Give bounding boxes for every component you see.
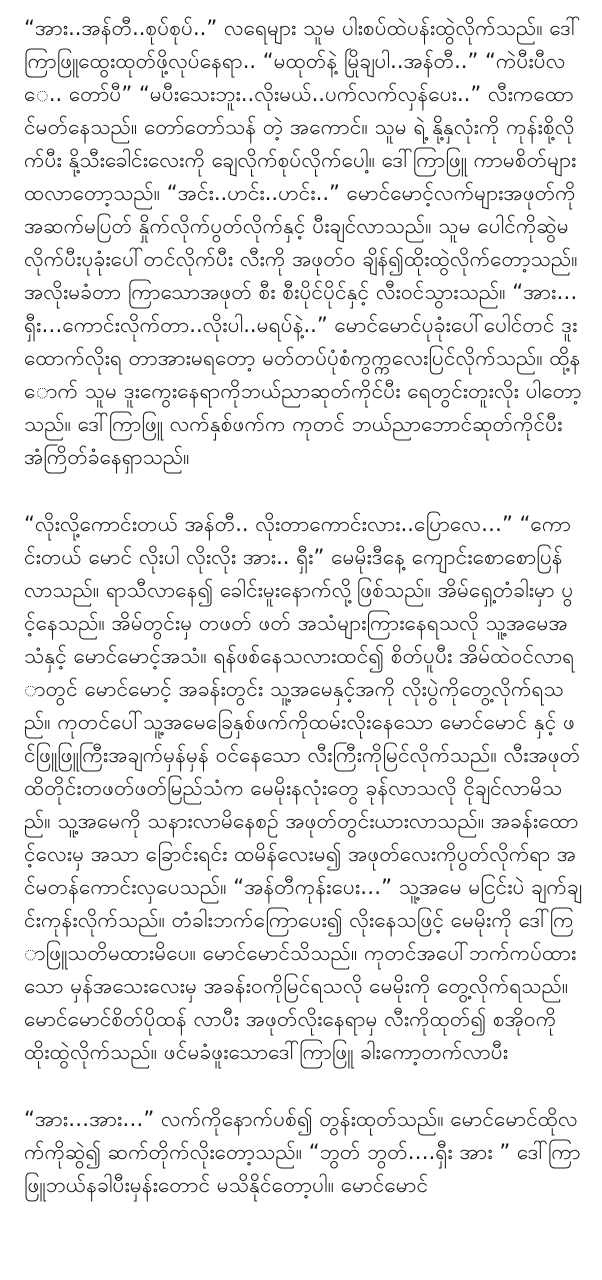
document-paragraph-2: “လိုးလို့ကောင်းတယ် အန်တီ.. လိုးတာကောင်းလား..ပြောလေ…” “ကောင်းတယ် မောင် လိုးပါ လိုးလိုး အား.. ရှီး” မေမိုးဒီနေ့ ကျောင်းစောစောပြန်လာသည်။ ရာသီလာနေ၍ ခေါင်းမူးနောက်လို့ဖြစ်သည်။ အိမ်ရှေ့တံခါးမှာ ပွင့်နေသည်။ အိမ်တွင်းမှ တဖတ် ဖတ် အသံများကြားနေရသလို သူ့အမေအသံနှင့် မောင်မောင့်အသံ။ ရန်ဖစ်နေသလားထင်၍ စိတ်ပူပီး အိမ်ထဲဝင်လာရာတွင် မောင်မောင့် အခန်းတွင်း သူ့အမေနှင့်အကို လိုးပွဲကိုတွေ့လိုက်ရသည်။ ကုတင်ပေါ်သူ့အမေခြေနှစ်ဖက်ကိုထမ်းလိုးနေသော မောင်မောင် နှင့် ဖင်ဖြူဖြူကြီးအချက်မှန်မှန် ဝင်နေသော လီးကြီးကိုမြင်လိုက်သည်။ လီးအဖုတ် ထိတိုင်းတဖတ်ဖတ်မြည်သံက မေမိုးနလုံးတွေ ခုန်လာသလို ငိုချင်လာမိသည်။ သူ့အမေကို သနားလာမိနေစဉ် အဖုတ်တွင်းယားလာသည်။ အခန်းထောင့်လေးမှ အသာ ခြောင်းရင်း ထမိန်လေးမ၍ အဖုတ်လေးကိုပွတ်လိုက်ရာ အင်မတန်ကောင်းလှပေသည်။ “အန်တီကုန်းပေး…” သူ့အမေ မငြင်းပဲ ချက်ချင်းကုန်းလိုက်သည်။ တံခါးဘက်ကြောပေး၍ လိုးနေသဖြင့် မေမိုးကို ဒေါ်ကြာဖြူသတိမထားမိပေ။ မောင်မောင်သိသည်။ ကုတင်အပေါ်ဘက်ကပ်ထားသော မှန်အသေးလေးမှ အခန်းဝကိုမြင်ရသလို မေမိုးကို တွေ့လိုက်ရသည်။ မောင်မောင်စိတ်ပိုထန် လာပီး အဖုတ်လိုးနေရာမှ လီးကိုထုတ်၍ စအိုဝကို ထိုးထွဲလိုက်သည်။ ဖင်မခံဖူးသောဒေါ်ကြာဖြူ ခါးကော့တက်လာပီး (24, 512, 582, 1064)
document-paragraph-3: “အား…အား…” လက်ကိုနောက်ပစ်၍ တွန်းထုတ်သည်။ မောင်မောင်ထိုလက်ကိုဆွဲ၍ ဆက်တိုက်လိုးတော့သည်။ “ဘွတ် ဘွတ်….ရှီး အား ” ဒေါ်ကြာဖြူဘယ်နခါပီးမှန်းတောင် မသိနိုင်တော့ပါ။ မောင်မောင် (24, 1107, 581, 1197)
document-paragraph-1: “အား..အန်တီ..စုပ်စုပ်..” လရေများ သူမ ပါးစပ်ထဲပန်းထွဲလိုက်သည်။ ဒေါ်ကြာဖြူထွေးထုတ်ဖို့လုပ်နေရာ.. “မထုတ်နဲ့ မြိုချပါ..အန်တီ..” “ကဲပီးပီလေ.. တော်ပီ” “မပီးသေးဘူး..လိုးမယ်..ပက်လက်လှန်ပေး..” လီးကထောင်မတ်နေသည်။ တော်တော်သန် တဲ့ အကောင်။ သူမ ရဲ့ နို့နှလုံးကို ကုန်းစို့လိုက်ပီး နို့သီးခေါင်းလေးကို ချေလိုက်စုပ်လိုက်ပေါ့။ ဒေါ်ကြာဖြူ ကာမစိတ်များထလာတော့သည်။ “အင်း..ဟင်း..ဟင်း..” မောင်မောင့်လက်များအဖုတ်ကို အဆက်မပြတ် နှိုက်လိုက်ပွတ်လိုက်နှင့် ပီးချင်လာသည်။ သူမ ပေါင်ကိုဆွဲမလိုက်ပီးပုခုံးပေါ်တင်လိုက်ပီး လီးကို အဖုတ်ဝ ချိန်၍ထိုးထွဲလိုက်တော့သည်။ အလိုးမခံတာ ကြာသောအဖုတ် စီး စီးပိုင်ပိုင်နှင့် လီးဝင်သွားသည်။ “အား…ရှီး…ကောင်းလိုက်တာ..လိုးပါ..မရပ်နဲ့..” မောင်မောင်ပုခုံးပေါ်ပေါင်တင် ဒူးထောက်လိုးရ တာအားမရတော့ မတ်တပ်ပုံစံကွက္ကလေးပြင်လိုက်သည်။ ထို့နောက် သူမ ဒူးကွေးနေရာကိုဘယ်ညာဆုတ်ကိုင်ပီး ရေတွင်းတူးလိုး ပါတော့သည်။ ဒေါ်ကြာဖြူ လက်နှစ်ဖက်က ကုတင် ဘယ်ညာဘောင်ဆုတ်ကိုင်ပီး အံကြိတ်ခံနေရှာသည်။ (24, 16, 582, 469)
